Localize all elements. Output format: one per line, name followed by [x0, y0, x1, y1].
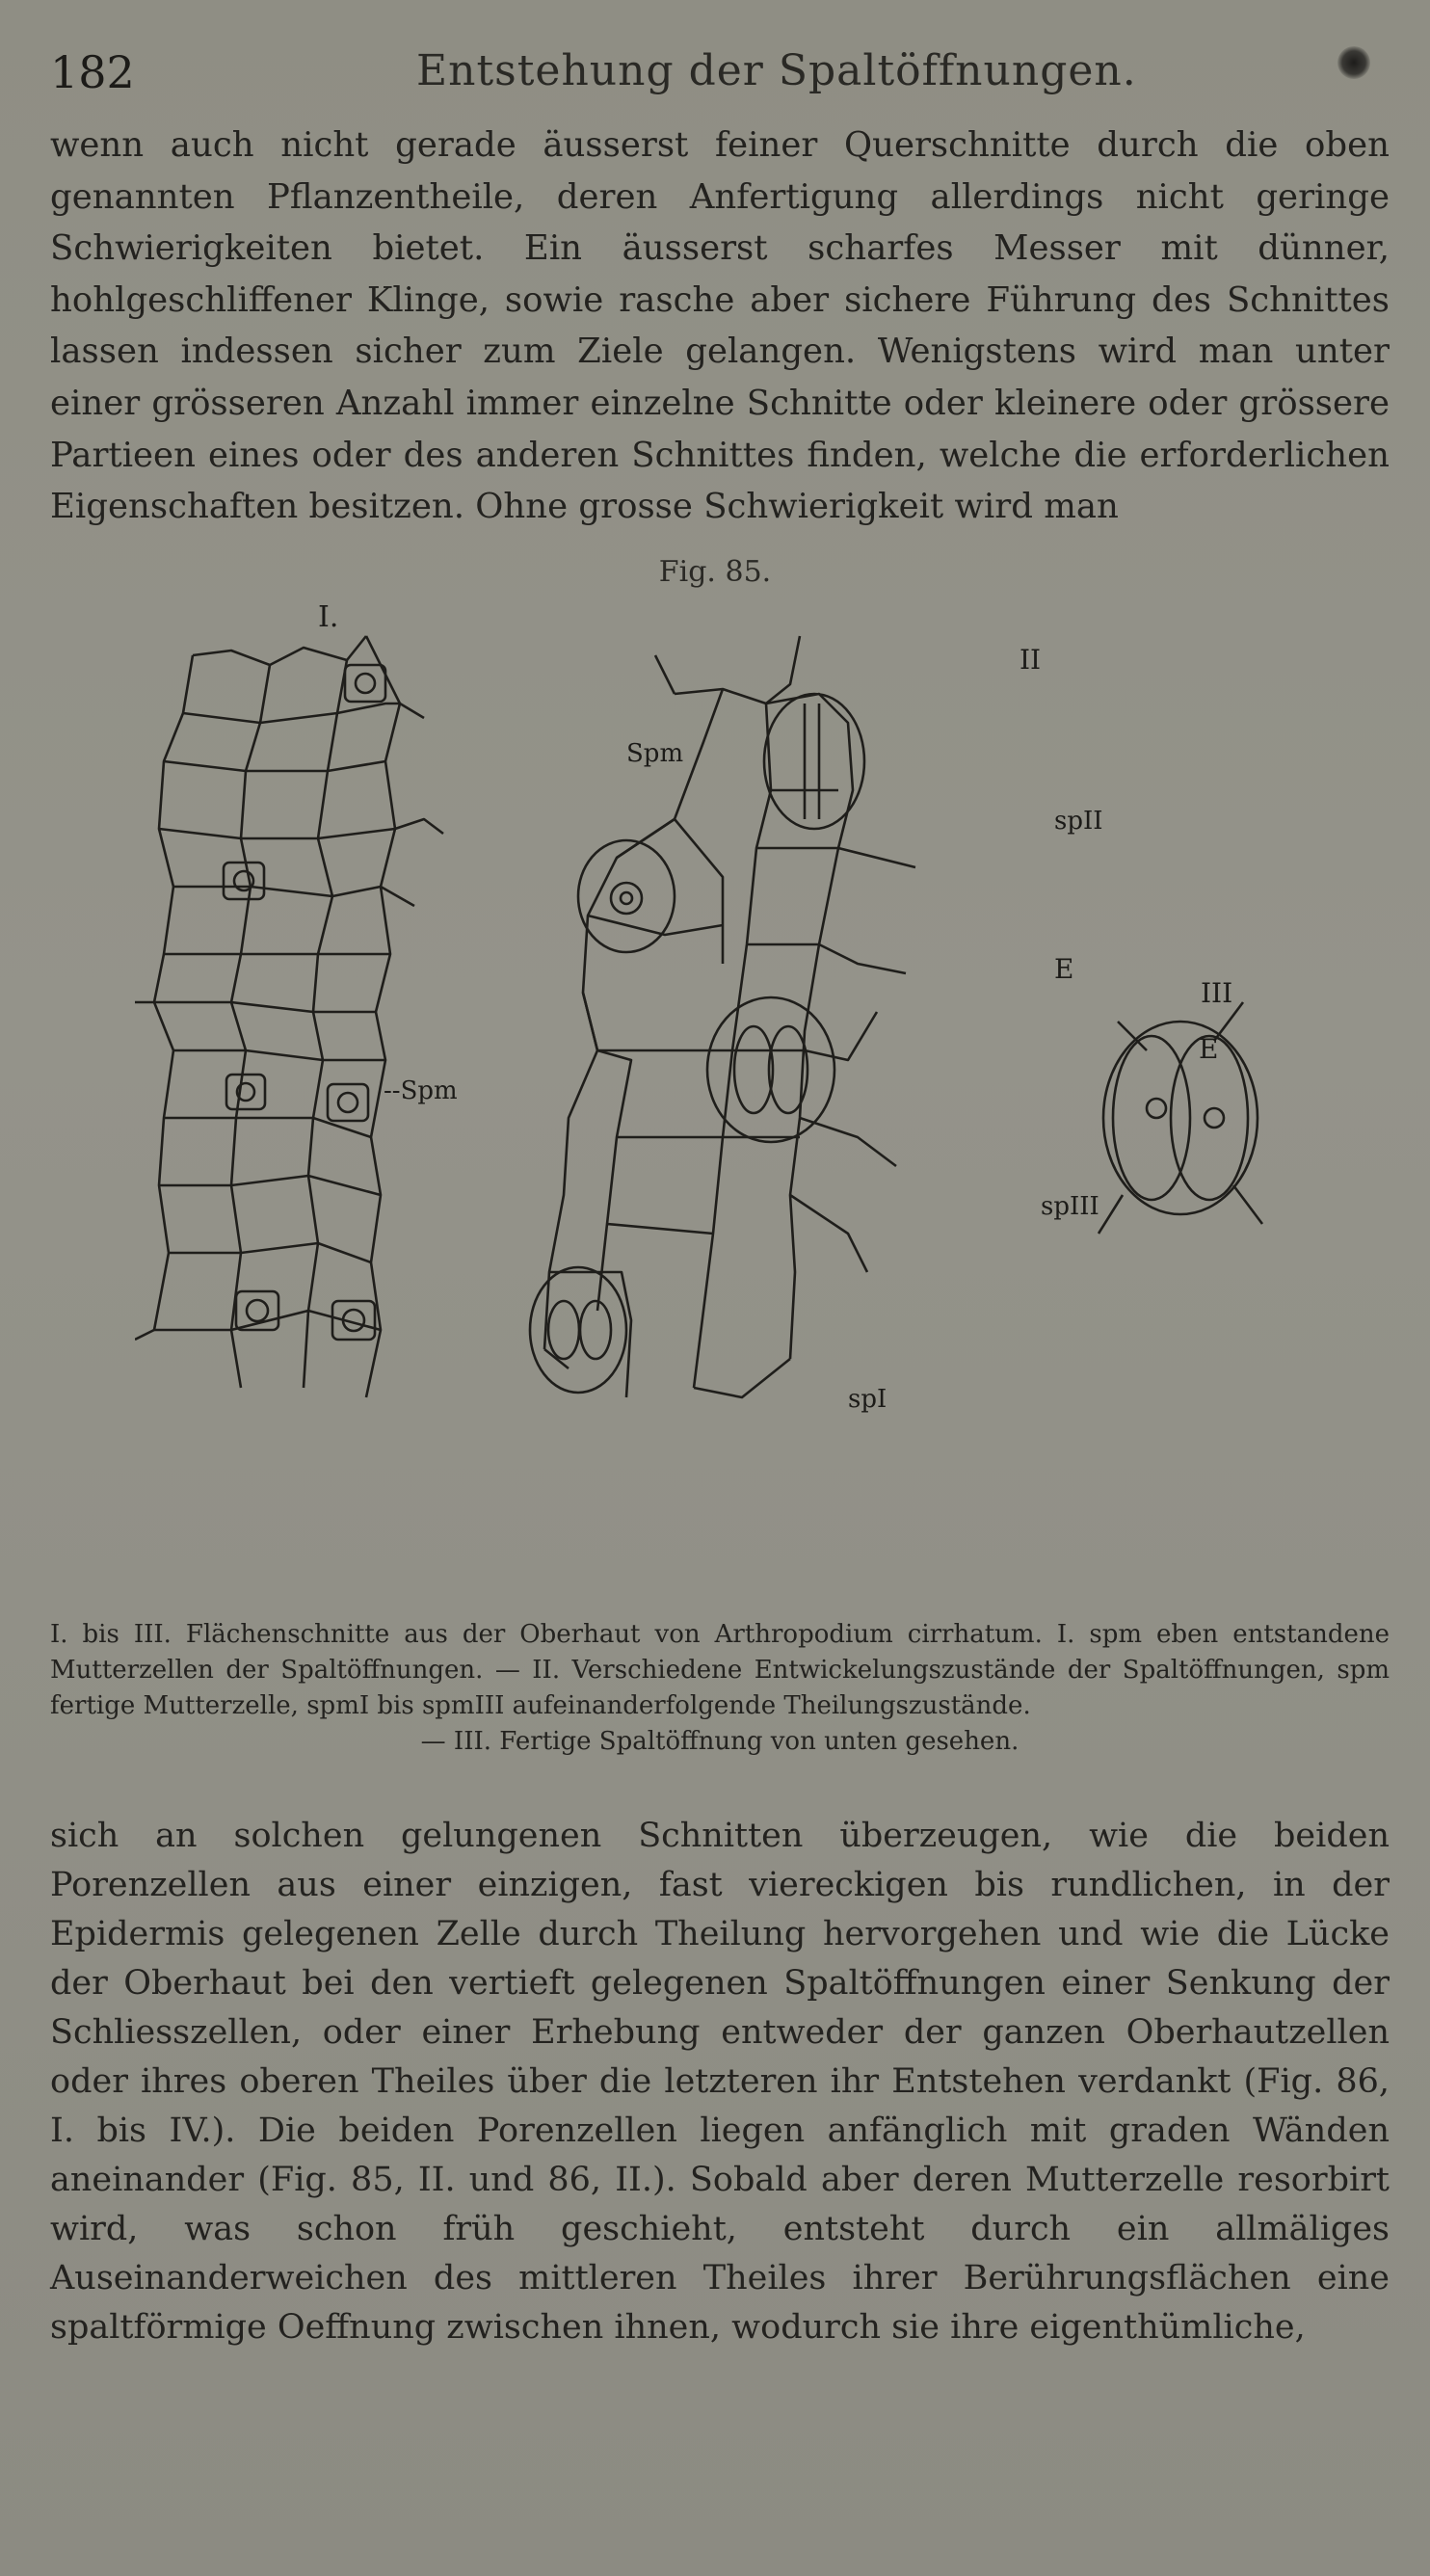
- panel-i-cell-network: [135, 636, 443, 1397]
- page-header: [50, 46, 1380, 104]
- caption-line-2: — III. Fertige Spaltöffnung von unten gesehen.: [420, 1727, 1020, 1756]
- panel-iii-stoma: [1099, 1002, 1262, 1234]
- panel-label-iii: III: [1201, 977, 1233, 1009]
- panel-label-ii: II: [1020, 644, 1042, 676]
- figure-label: Fig. 85.: [658, 555, 772, 589]
- caption-line-1: I. bis III. Flächenschnitte aus der Oberhaut von Arthropodium cirrhatum. I. spm eben entstandene Mutterzellen der Spaltöffnungen. — II. Verschiedene Entwickelungszustände der Spaltöffnungen, spm fertige Mutterzelle, spmI bis spmIII aufeinanderfolgende Theilungszustände.: [50, 1620, 1390, 1720]
- annotation-spm-ii: Spm: [626, 739, 684, 768]
- paragraph-bottom: sich an solchen gelungenen Schnitten überzeugen, wie die beiden Porenzellen aus einer einzigen, fast viereckigen bis rundlichen, in der Epidermis gelegenen Zelle durch Theilung hervorgehen und wie die Lücke der Oberhaut bei den vertieft gelegenen Spaltöffnungen einer Senkung der Schliesszellen, oder einer Erhebung entweder der ganzen Oberhautzellen oder ihres oberen Theiles über die letzteren ihr Entstehen verdankt (Fig. 86, I. bis IV.). Die beiden Porenzellen liegen anfänglich mit graden Wänden aneinander (Fig. 85, II. und 86, II.). Sobald aber deren Mutterzelle resorbirt wird, was schon früh geschieht, entsteht durch ein allmäliges Auseinanderweichen des mittleren Theiles ihrer Berührungsflächen eine spaltförmige Oeffnung zwischen ihnen, wodurch sie ihre eigenthümliche,: [50, 1817, 1390, 2347]
- figure-85-drawing: [135, 598, 1388, 1580]
- page-number: 182: [50, 46, 135, 98]
- panel-label-i: I.: [318, 600, 339, 634]
- annotation-e-ii: E: [1054, 953, 1074, 985]
- annotation-sp-ii: spII: [1054, 807, 1103, 836]
- ink-smudge: [1337, 46, 1370, 79]
- figure-caption: [50, 1617, 1390, 1760]
- annotation-spm-i: --Spm: [384, 1076, 458, 1105]
- annotation-sp-iii: spIII: [1041, 1192, 1099, 1221]
- annotation-e-iii: E: [1199, 1033, 1219, 1065]
- running-head: Entstehung der Spaltöffnungen.: [416, 46, 1137, 95]
- panel-ii-cell-network: [530, 636, 915, 1397]
- annotation-sp-i: spI: [848, 1385, 887, 1414]
- paragraph-top: wenn auch nicht gerade äusserst feiner Querschnitte durch die oben genannten Pflanzentheile, deren Anfertigung allerdings nicht geringe Schwierigkeiten bietet. Ein äusserst scharfes Messer mit dünner, hohlgeschliffener Klinge, sowie rasche aber sichere Führung des Schnittes lassen indessen sicher zum Ziele gelangen. Wenigstens wird man unter einer grösseren Anzahl immer einzelne Schnitte oder kleinere oder grössere Partieen eines oder des anderen Schnittes finden, welche die erforderlichen Eigenschaften besitzen. Ohne grosse Schwierigkeit wird man: [50, 125, 1390, 527]
